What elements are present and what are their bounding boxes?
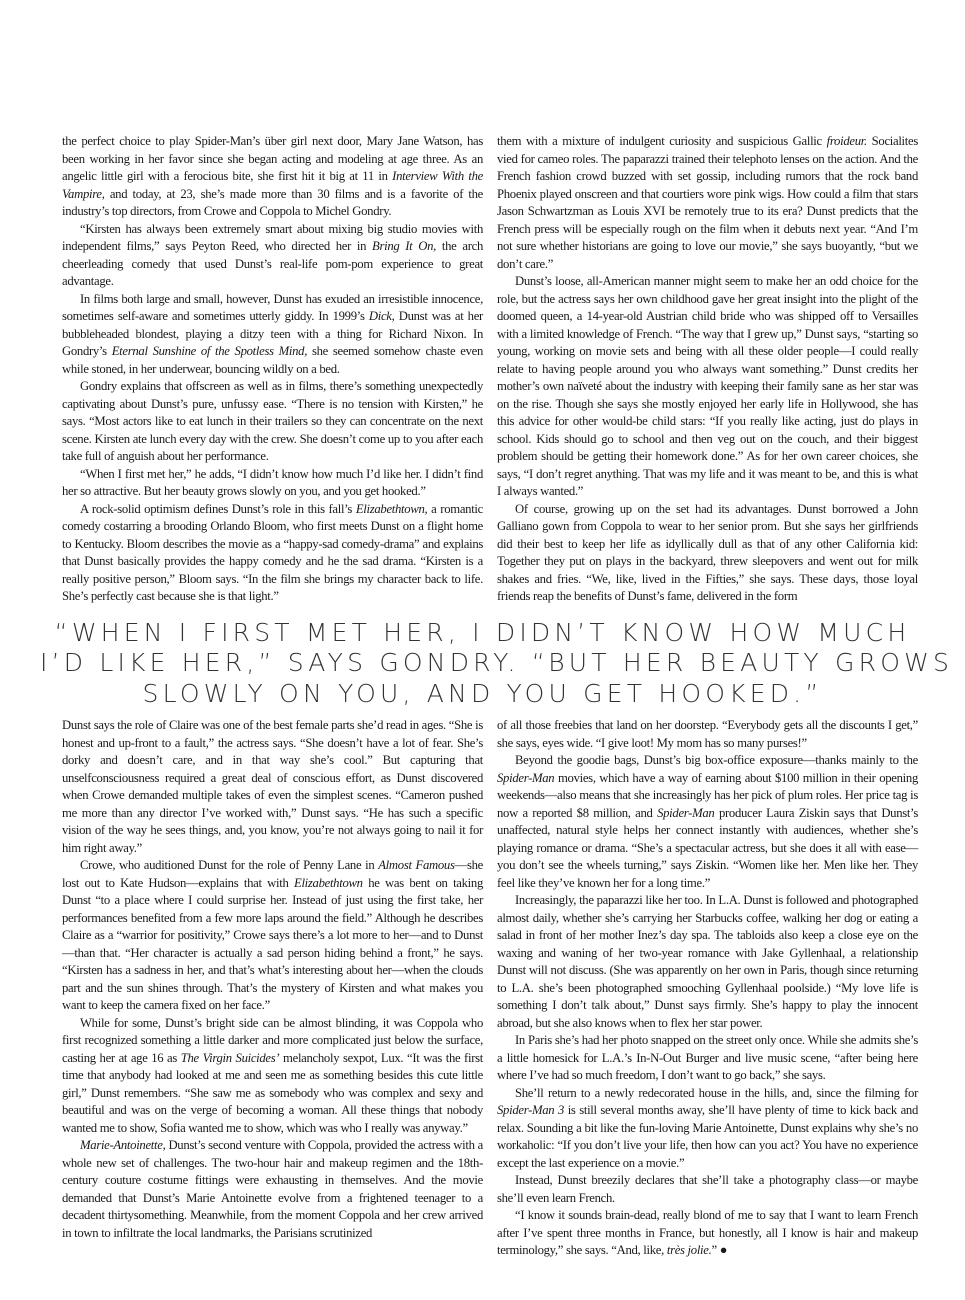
- body-text: Beyond the goodie bags, Dunst’s big box-office exposure—thanks mainly to the: [515, 753, 918, 767]
- italic-title-text: Interview With the Vampire,: [62, 169, 483, 201]
- article-column-top-left: [62, 133, 483, 606]
- article-paragraph: [62, 378, 483, 466]
- body-text: ” ●: [711, 1243, 728, 1257]
- body-text: Dunst says the role of Claire was one of the best female parts she’d read in ages. “She is honest and up-front to a fault,” the actress says. “She doesn’t have a lot of fear. She’s dorky and doesn’t care, and in that way she’s cool.” But capturing that unselfconsciousness required a great deal of conscious effort, as Dunst discovered when Crowe demanded multiple takes of even the simplest scenes. “Cameron pushed me more than any director I’ve worked with,” Dunst says. “He has such a specific vision of the way he sees things, and, you know, you’re not always going to nail it for him right away.”: [62, 718, 483, 855]
- pull-quote-line: SLOWLY ON YOU, AND YOU GET HOOKED.”: [142, 678, 823, 708]
- body-text: Gondry explains that offscreen as well as in films, there’s something unexpectedly captivating about Dunst’s pure, unfussy ease. “There is no tension with Kirsten,” he says. “Most actors like to eat lunch in their trailers so they can concentrate on the next scene. Kirsten ate lunch every day with the crew. She doesn’t come up to you after each take full of anguish about her performance.: [62, 379, 483, 463]
- body-text: Dunst’s second venture with Coppola, provided the actress with a whole new set of challenges. The two-hour hair and makeup regimen and the 18th-century couture costume fittings were exhausting in themselves. And the movie demanded that Dunst’s Marie Antoinette evolve from a frightened teenager to a decadent thirtysomething. Meanwhile, from the moment Coppola and her crew arrived in town to infiltrate the local landmarks, the Parisians scrutinized: [62, 1138, 483, 1240]
- body-text: In films both large and small, however, Dunst has exuded an irresistible innocence, sometimes self-aware and sometimes utterly giddy. In 1999’s: [62, 291, 483, 323]
- body-text: She’ll return to a newly redecorated house in the hills, and, since the filming for: [515, 1085, 918, 1100]
- body-text: melancholy sexpot, Lux. “It was the first time that anybody had looked at me and seen me as something besides this cute little girl,” Dunst remembers. “She saw me as somebody who was complex and sexy and beautiful and was on the verge of becoming a woman. All these things that nobody wanted me to show, Sofia wanted me to show, which was who I really was anyway.”: [62, 1050, 483, 1135]
- italic-title-text: Elizabethtown,: [355, 501, 428, 516]
- italic-title-text: Almost Famous: [378, 858, 455, 872]
- italic-title-text: très jolie.: [666, 1243, 712, 1257]
- body-text: Dunst’s loose, all-American manner might seem to make her an odd choice for the role, but the actress says her own childhood gave her great insight into the plight of the doomed queen, a 14-year-old Austrian child bride who was shipped off to Versailles with a limited knowledge of French. “The way that I grew up,” Dunst says, “starting so young, working on movie sets and being with all these older people—I could really relate to having people around you who always want something.” Dunst credits her mother’s own naïveté about the industry with keeping their family sane as her star was on the rise. Though she says she mostly enjoyed her early life in Hollywood, she has this advice for other would-be child stars: “If you really like acting, just do plays in school. Kids should go to school and then veg out on the couch, and their biggest problem should be getting their homework done.” As for her own career choices, she says, “I don’t regret anything. That was my life and it was meant to be, and this is what I always wanted.”: [497, 274, 918, 498]
- article-column-top-right: [497, 133, 918, 606]
- article-paragraph: [497, 752, 918, 892]
- article-bottom-section: [62, 717, 918, 1260]
- body-text: While for some, Dunst’s bright side can be almost blinding, it was Coppola who first recognized something a little darker and more complicated just below the surface, casting her at age 16 as: [62, 1015, 483, 1065]
- italic-title-text: Elizabethtown: [294, 875, 363, 890]
- body-text: them with a mixture of indulgent curiosity and suspicious Gallic: [497, 134, 827, 148]
- body-text: is still several months away, she’ll have plenty of time to kick back and relax. Sounding a bit like the fun-loving Marie Antoinette, Dunst explains why she’s no workaholic: “If you don’t live your life, then how can you act? You have no experience except the last experience on a movie.”: [497, 1103, 918, 1170]
- article-paragraph: [497, 273, 918, 501]
- body-text: she seemed somehow chaste even while stoned, in her underwear, bouncing wildly on a bed.: [62, 344, 483, 376]
- article-paragraph: [62, 133, 483, 221]
- body-text: producer Laura Ziskin says that Dunst’s unaffected, natural style helps her connect instantly with audiences, whether she’s playing romance or drama. “She’s a spectacular actress, but she does it all with ease—you don’t see the wheels turning,” says Ziskin. “Women like her. Men like her. They feel like they’ve known her for a long time.”: [497, 805, 918, 890]
- body-text: “I know it sounds brain-dead, really blond of me to say that I want to learn French after I’ve spent three months in France, but honestly, all I know is hair and makeup terminology,” she says. “And, like,: [497, 1208, 918, 1257]
- article-paragraph: [497, 717, 918, 752]
- article-paragraph: [497, 1207, 918, 1260]
- italic-title-text: Spider-Man: [497, 770, 555, 785]
- article-paragraph: [497, 892, 918, 1032]
- body-text: In Paris she’s had her photo snapped on the street only once. While she admits she’s a little homesick for L.A.’s In-N-Out Burger and live music scene, “after being here where I’ve had so much freedom, I don’t want to go back,” she says.: [497, 1033, 918, 1082]
- body-text: he was bent on taking Dunst “to a place where I could surprise her. Instead of just using the first take, her performances benefited from a few more laps around the field.” Although he describes Claire as a “warrior for positivity,” Crowe says there’s a lot more to her—and to Dunst—than that. “Her character is actually a sad person hiding behind a front,” he says. “Kirsten has a sadness in her, and that’s what’s interesting about her—when the clouds part and the sun shines through. That’s the mystery of Kirsten and what makes you want to keep the camera fixed on her face.”: [62, 875, 483, 1012]
- article-column-bottom-right: [497, 717, 918, 1260]
- body-text: the arch cheerleading comedy that used Dunst’s real-life pom-pom experience to great advantage.: [62, 239, 483, 288]
- italic-title-text: Bring It On,: [372, 239, 437, 253]
- body-text: Socialites vied for cameo roles. The paparazzi trained their telephoto lenses on the action. And the French fashion crowd buzzed with set gossip, including rumors that the rock band Phoenix played onscreen and that courtiers wore pink wigs. How could a film that stars Jason Schwartzman as Louis XVI be remotely true to its era? Dunst predicts that the French press will be especially rough on the film when it debuts next year. “And I’m not sure whether historians are going to love our movie,” she says buoyantly, “but we don’t care.”: [497, 134, 918, 271]
- article-paragraph: [497, 1085, 918, 1173]
- body-text: “When I first met her,” he adds, “I didn’t know how much I’d like her. I didn’t find her so attractive. But her beauty grows slowly on you, and you get hooked.”: [62, 466, 483, 498]
- article-column-bottom-left: [62, 717, 483, 1242]
- article-paragraph: [497, 133, 918, 273]
- body-text: Crowe, who auditioned Dunst for the role of Penny Lane in: [80, 858, 379, 872]
- pull-quote: [40, 617, 954, 710]
- article-paragraph: [62, 291, 483, 379]
- article-paragraph: [497, 1032, 918, 1085]
- italic-title-text: Spider-Man 3: [497, 1103, 565, 1117]
- italic-title-text: Spider-Man: [657, 805, 715, 820]
- body-text: a romantic comedy costarring a brooding Orlando Bloom, who first meets Dunst on a flight home to Kentucky. Bloom describes the movie as a “happy-sad comedy-drama” and explains that Dunst basically provides the happy comedy and he the sad drama. “Kirsten is a really positive person,” Bloom says. “In the film she brings my character back to life. She’s perfectly cast because she is that light.”: [62, 501, 483, 603]
- body-text: Instead, Dunst breezily declares that she’ll take a photography class—or maybe she’ll even learn French.: [497, 1173, 918, 1205]
- body-text: Of course, growing up on the set had its advantages. Dunst borrowed a John Galliano gown from Coppola to wear to her senior prom. But she says her girlfriends did their best to keep her life as idyllically dull as that of any other California kid: Together they put on plays in the backyard, threw sleepovers and went out for milk shakes and fries. “We, like, lived in the Fifties,” she says. These days, those loyal friends reap the benefits of Dunst’s fame, delivered in the form: [497, 501, 918, 603]
- pull-quote-line: “WHEN I FIRST MET HER, I DIDN’T KNOW HOW MUCH: [54, 617, 911, 647]
- body-text: the perfect choice to play Spider-Man’s über girl next door, Mary Jane Watson, has been working in her favor since she began acting and modeling at age three. As an angelic little girl with a ferocious bite, she first hit it big at 11 in: [62, 134, 483, 183]
- article-top-section: [62, 133, 918, 606]
- article-paragraph: [62, 221, 483, 291]
- italic-title-text: Marie-Antoinette,: [80, 1138, 166, 1152]
- body-text: movies, which have a way of earning about $100 million in their opening weekends—also means that she increasingly has her pick of plum roles. Her price tag is now a reported $8 million, and: [497, 770, 918, 820]
- body-text: Increasingly, the paparazzi like her too. In L.A. Dunst is followed and photographed almost daily, whether she’s carrying her Starbucks coffee, walking her dog or eating a salad in front of her mother Inez’s day spa. The tabloids also keep a close eye on the waxing and waning of her two-year romance with Jake Gyllenhaal, a relationship Dunst will not discuss. (She was apparently on her own in Paris, though since returning to L.A. she’s been photographed smooching Gyllenhaal poolside.) “My love life is something I don’t talk about,” Dunst says firmly. She’s happy to play the innocent abroad, but she also knows when to flex her star power.: [497, 893, 918, 1030]
- italic-title-text: Eternal Sunshine of the Spotless Mind,: [111, 344, 308, 358]
- article-paragraph: [62, 1015, 483, 1138]
- body-text: and today, at 23, she’s made more than 30 films and is a favorite of the industry’s top directors, from Crowe and Coppola to Michel Gondry.: [62, 186, 483, 218]
- article-paragraph: [497, 501, 918, 606]
- italic-title-text: froideur.: [826, 134, 867, 148]
- article-paragraph: [62, 501, 483, 606]
- italic-title-text: The Virgin Suicides’: [180, 1050, 280, 1065]
- italic-title-text: Dick,: [368, 309, 395, 323]
- article-paragraph: [62, 1137, 483, 1242]
- article-paragraph: [62, 717, 483, 857]
- article-paragraph: [62, 857, 483, 1015]
- body-text: “Kirsten has always been extremely smart about mixing big studio movies with independent films,” says Peyton Reed, who directed her in: [62, 221, 483, 253]
- article-paragraph: [62, 466, 483, 501]
- pull-quote-line: I’D LIKE HER,” SAYS GONDRY. “BUT HER BEAUTY GROWS: [40, 648, 954, 677]
- body-text: A rock-solid optimism defines Dunst’s role in this fall’s: [80, 501, 356, 516]
- body-text: Dunst was at her bubbleheaded blondest, playing a ditzy teen with a thing for Richard Nixon. In Gondry’s: [62, 309, 483, 358]
- body-text: of all those freebies that land on her doorstep. “Everybody gets all the discounts I get,” she says, eyes wide. “I give loot! My mom has so many purses!”: [497, 718, 918, 750]
- body-text: —she lost out to Kate Hudson—explains that with: [62, 858, 483, 890]
- article-paragraph: [497, 1172, 918, 1207]
